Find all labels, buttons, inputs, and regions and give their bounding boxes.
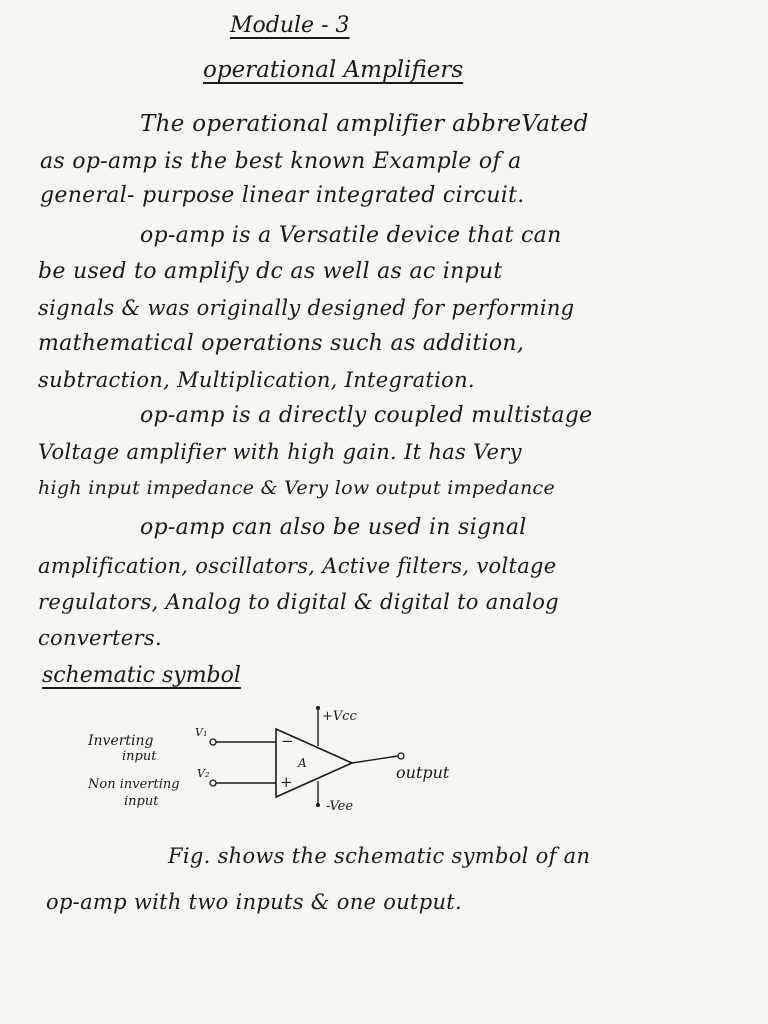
output-wire: [352, 756, 398, 763]
v2-label: V₂: [197, 767, 210, 780]
inverting-input-label: Inverting: [88, 733, 154, 749]
paragraph-line: high input impedance & Very low output impedance: [38, 477, 556, 499]
noninverting-input-label: Non inverting: [88, 777, 180, 792]
noninverting-input-sublabel: input: [124, 794, 159, 809]
paragraph-line: The operational amplifier abbreVated: [140, 111, 589, 137]
paragraph-line: op-amp is a Versatile device that can: [140, 223, 562, 248]
vcc-label: +Vcc: [322, 709, 357, 724]
paragraph-line: converters.: [38, 626, 162, 650]
paragraph-line: signals & was originally designed for performing: [38, 296, 575, 320]
inverting-input-sublabel: input: [122, 749, 157, 764]
output-label: output: [396, 763, 450, 782]
paragraph-line: be used to amplify dc as well as ac input: [38, 259, 503, 284]
caption-line: Fig. shows the schematic symbol of an: [168, 844, 591, 868]
inverting-terminal: [210, 739, 216, 745]
paragraph-line: mathematical operations such as addition,: [38, 331, 525, 356]
paragraph-line: op-amp can also be used in signal: [140, 515, 527, 540]
output-terminal: [398, 753, 404, 759]
paragraph-line: as op-amp is the best known Example of a: [40, 149, 522, 174]
noninverting-terminal: [210, 780, 216, 786]
amp-gain-letter: A: [298, 756, 307, 770]
paragraph-line: Voltage amplifier with high gain. It has Very: [38, 440, 522, 464]
caption-line: op-amp with two inputs & one output.: [46, 890, 463, 914]
paragraph-line: subtraction, Multiplication, Integration.: [38, 368, 475, 392]
vee-terminal: [316, 803, 320, 807]
paragraph-line: regulators, Analog to digital & digital to analog: [38, 590, 559, 614]
v1-label: V₁: [195, 726, 208, 739]
module-title: Module - 3: [230, 13, 350, 38]
plus-sign: +: [280, 773, 293, 791]
topic-title: operational Amplifiers: [203, 57, 464, 83]
section-heading: schematic symbol: [42, 663, 241, 688]
paragraph-line: amplification, oscillators, Active filters, voltage: [38, 554, 557, 578]
vcc-terminal: [316, 706, 320, 710]
vee-label: -Vee: [326, 799, 354, 814]
minus-sign: −: [281, 732, 294, 750]
paragraph-line: op-amp is a directly coupled multistage: [140, 403, 593, 428]
paragraph-line: general- purpose linear integrated circuit.: [40, 183, 525, 208]
